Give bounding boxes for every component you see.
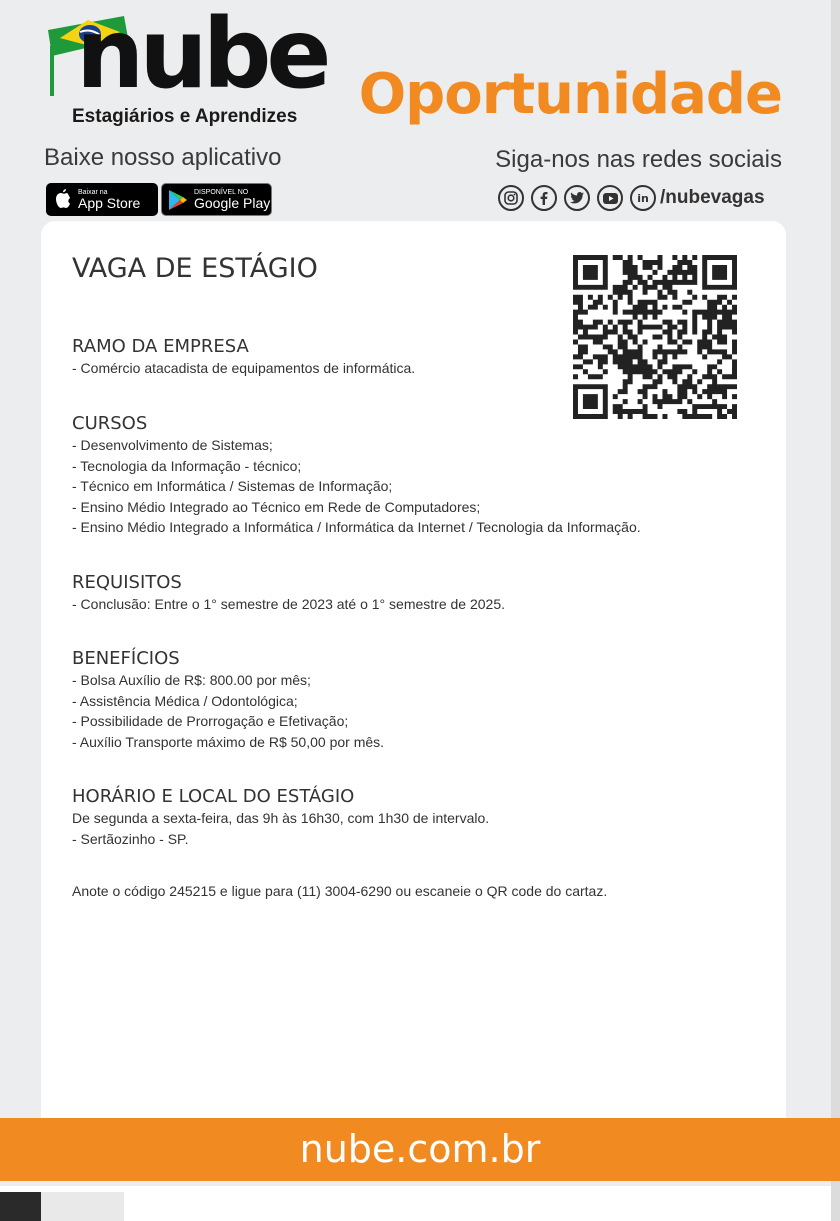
job-posting-card: [41, 221, 786, 1141]
instagram-icon[interactable]: [498, 185, 524, 211]
section-line: - Possibilidade de Prorrogação e Efetivação;: [72, 713, 349, 729]
section-line: - Desenvolvimento de Sistemas;: [72, 437, 273, 453]
google-play-label: Google Play: [194, 195, 271, 211]
footer-banner: [0, 1118, 840, 1181]
section-horario: [72, 786, 489, 849]
app-download-label: Baixe nosso aplicativo: [44, 144, 282, 171]
taskbar-segment: [0, 1192, 41, 1221]
logo-wordmark: nube: [76, 0, 327, 110]
google-play-icon: [168, 189, 188, 211]
section-line: De segunda a sexta-feira, das 9h às 16h30, com 1h30 de intervalo.: [72, 810, 490, 826]
apple-icon: [54, 189, 72, 210]
app-store-label: App Store: [78, 195, 141, 211]
section-line: - Tecnologia da Informação - técnico;: [72, 457, 302, 474]
qr-code[interactable]: [573, 255, 737, 419]
section-line: - Técnico em Informática / Sistemas de Informação;: [72, 478, 393, 494]
section-line: - Comércio atacadista de equipamentos de informática.: [72, 360, 416, 376]
section-heading: RAMO DA EMPRESA: [72, 336, 249, 357]
contact-footnote: Anote o código 245215 e ligue para (11) 3004-6290 ou escaneie o QR code do cartaz.: [72, 883, 608, 899]
section-heading: HORÁRIO E LOCAL DO ESTÁGIO: [72, 786, 355, 807]
section-line: - Sertãozinho - SP.: [72, 830, 189, 847]
social-links: [498, 185, 765, 211]
section-heading: REQUISITOS: [72, 572, 182, 593]
social-handle[interactable]: /nubevagas: [660, 187, 765, 208]
youtube-icon[interactable]: [597, 185, 623, 211]
section-line: - Bolsa Auxílio de R$: 800.00 por mês;: [72, 672, 311, 688]
section-line: - Ensino Médio Integrado a Informática / Informática da Internet / Tecnologia da Informação.: [72, 519, 641, 535]
section-line: - Auxílio Transporte máximo de R$ 50,00 por mês.: [72, 733, 385, 750]
logo-subtitle: Estagiários e Aprendizes: [72, 106, 298, 127]
google-play-button[interactable]: [161, 183, 272, 216]
section-heading: BENEFÍCIOS: [72, 648, 180, 669]
app-store-button[interactable]: [46, 183, 158, 216]
facebook-icon[interactable]: [531, 185, 557, 211]
headline: Oportunidade: [358, 62, 782, 127]
linkedin-icon[interactable]: in: [630, 185, 656, 211]
section-line: - Conclusão: Entre o 1° semestre de 2023 até o 1° semestre de 2025.: [72, 596, 506, 612]
section-requisitos: [72, 572, 505, 615]
footer-url-link[interactable]: nube.com.br: [299, 1127, 541, 1171]
scroll-edge: [831, 0, 840, 1221]
section-ramo: [72, 336, 415, 379]
section-cursos: [72, 413, 641, 538]
social-label: Siga-nos nas redes sociais: [495, 146, 782, 173]
nube-logo: [42, 0, 327, 134]
section-line: - Assistência Médica / Odontológica;: [72, 692, 298, 709]
app-store-small-text: Baixar na: [78, 189, 108, 196]
posting-title: VAGA DE ESTÁGIO: [72, 253, 318, 284]
taskbar-tab[interactable]: [41, 1192, 124, 1221]
twitter-icon[interactable]: [564, 185, 590, 211]
section-beneficios: [72, 648, 384, 752]
section-line: - Ensino Médio Integrado ao Técnico em Rede de Computadores;: [72, 498, 481, 515]
section-heading: CURSOS: [72, 413, 148, 434]
google-play-small-text: DISPONÍVEL NO: [194, 189, 249, 196]
